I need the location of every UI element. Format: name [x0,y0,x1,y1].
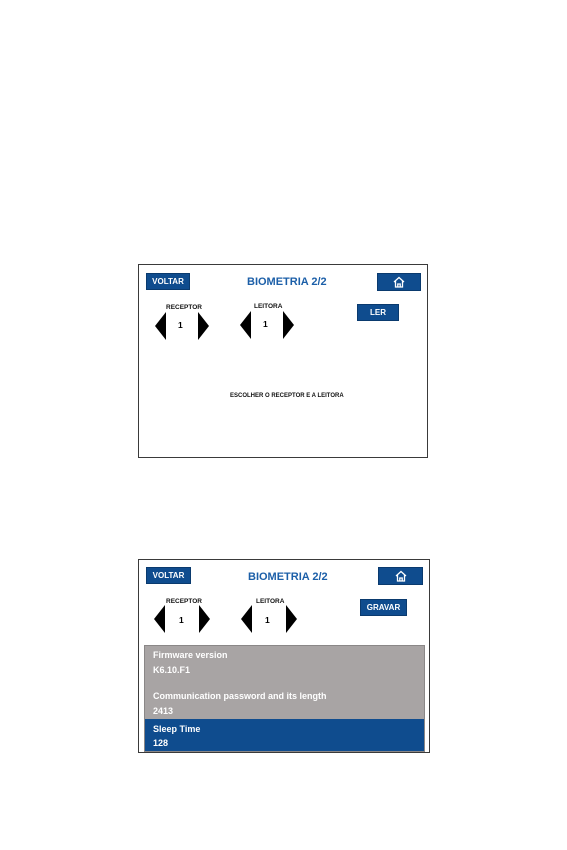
read-button[interactable]: LER [357,304,399,321]
home-icon [392,276,406,288]
arrow-left-icon [240,311,251,339]
receptor-label: RECEPTOR [166,304,202,311]
write-button[interactable]: GRAVAR [360,599,407,616]
leitora-next-button[interactable] [286,605,297,633]
arrow-left-icon [154,605,165,633]
leitora-label: LEITORA [254,303,283,310]
receptor-prev-button[interactable] [155,312,166,340]
comm-password-label: Communication password and its length [153,691,327,701]
arrow-left-icon [241,605,252,633]
firmware-version-label: Firmware version [153,650,228,660]
receptor-next-button[interactable] [198,312,209,340]
biometria-screen-write [138,559,430,753]
receptor-value: 1 [179,615,184,625]
receptor-label: RECEPTOR [166,598,202,605]
leitora-value: 1 [263,319,268,329]
leitora-next-button[interactable] [283,311,294,339]
leitora-prev-button[interactable] [241,605,252,633]
page-title: BIOMETRIA 2/2 [247,276,327,288]
arrow-right-icon [199,605,210,633]
biometria-screen-read [138,264,428,458]
receptor-prev-button[interactable] [154,605,165,633]
page-title: BIOMETRIA 2/2 [248,571,328,583]
leitora-prev-button[interactable] [240,311,251,339]
home-button[interactable] [377,273,421,291]
firmware-version-value: K6.10.F1 [153,665,191,675]
arrow-right-icon [286,605,297,633]
home-icon [394,570,408,582]
back-button[interactable]: VOLTAR [146,567,191,584]
receptor-value: 1 [178,320,183,330]
home-button[interactable] [378,567,423,585]
sleep-time-value: 128 [153,738,169,748]
leitora-label: LEITORA [256,598,285,605]
arrow-right-icon [198,312,209,340]
arrow-right-icon [283,311,294,339]
arrow-left-icon [155,312,166,340]
comm-password-value: 2413 [153,706,174,716]
instruction-text: ESCOLHER O RECEPTOR E A LEITORA [230,393,344,399]
back-button[interactable]: VOLTAR [146,273,190,290]
receptor-next-button[interactable] [199,605,210,633]
device-info-list[interactable] [144,645,425,752]
sleep-time-label: Sleep Time [153,724,201,734]
leitora-value: 1 [265,615,270,625]
